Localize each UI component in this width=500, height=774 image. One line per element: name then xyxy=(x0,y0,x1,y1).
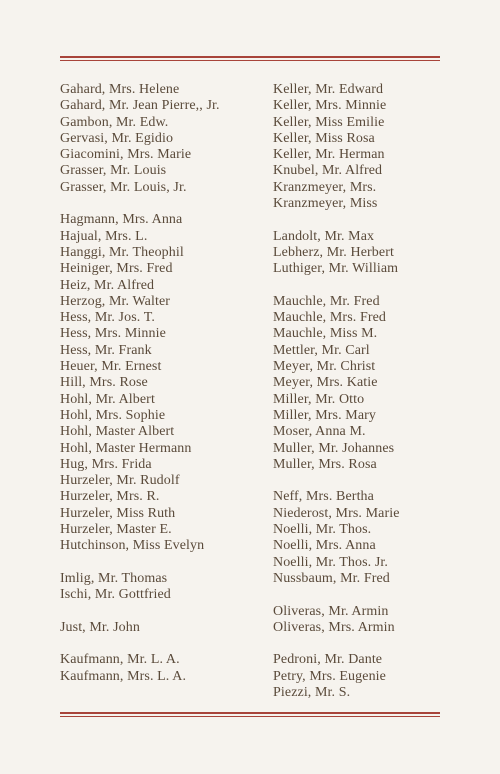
group-spacer xyxy=(273,587,400,603)
passenger-name: Gahard, Mrs. Helene xyxy=(60,82,180,97)
group-spacer xyxy=(273,278,400,294)
passenger-name: Nussbaum, Mr. Fred xyxy=(273,570,390,586)
passenger-name: Neff, Mrs. Bertha xyxy=(273,489,374,505)
passenger-name: Hanggi, Mr. Theophil xyxy=(60,244,184,260)
passenger-name: Moser, Anna M. xyxy=(273,424,366,440)
bottom-decorative-rule xyxy=(60,712,440,717)
passenger-name: Hutchinson, Miss Evelyn xyxy=(60,538,205,554)
passenger-name: Noelli, Mr. Thos. xyxy=(273,522,372,538)
passenger-name: Hajual, Mrs. L. xyxy=(60,228,148,244)
passenger-name: Giacomini, Mrs. Marie xyxy=(60,147,192,163)
passenger-name: Keller, Miss Rosa xyxy=(273,130,375,146)
passenger-name: Hohl, Mr. Albert xyxy=(60,391,155,407)
passenger-name: Just, Mr. John xyxy=(60,619,140,635)
passenger-name: Hurzeler, Mrs. R. xyxy=(60,489,160,505)
passenger-name: Keller, Miss Emilie xyxy=(273,114,385,130)
passenger-name: Kaufmann, Mr. L. A. xyxy=(60,652,180,668)
passenger-name: Grasser, Mr. Louis xyxy=(60,163,167,179)
passenger-name: Heuer, Mr. Ernest xyxy=(60,359,162,375)
passenger-name: Hess, Mr. Frank xyxy=(60,342,152,358)
passenger-name: Lebherz, Mr. Herbert xyxy=(273,244,394,260)
passenger-name: Noelli, Mrs. Anna xyxy=(273,538,376,554)
passenger-name: Kaufmann, Mrs. L. A. xyxy=(60,668,187,684)
passenger-name: Gervasi, Mr. Egidio xyxy=(60,130,174,146)
passenger-name: Hug, Mrs. Frida xyxy=(60,456,152,472)
passenger-name: Hess, Mr. Jos. T. xyxy=(60,310,155,326)
passenger-name: Pedroni, Mr. Dante xyxy=(273,652,383,668)
group-spacer xyxy=(273,473,400,489)
passenger-name: Hohl, Master Albert xyxy=(60,424,175,440)
passenger-name: Hill, Mrs. Rose xyxy=(60,375,148,391)
passenger-name: Mauchle, Mrs. Fred xyxy=(273,310,387,326)
passenger-name: Heiniger, Mrs. Fred xyxy=(60,261,173,277)
passenger-name: Gambon, Mr. Edw. xyxy=(60,114,169,130)
passenger-name: Herzog, Mr. Walter xyxy=(60,293,171,309)
passenger-name: Knubel, Mr. Alfred xyxy=(273,163,383,179)
passenger-name: Miller, Mr. Otto xyxy=(273,391,365,407)
passenger-name: Hurzeler, Master E. xyxy=(60,522,172,538)
passenger-name: Oliveras, Mrs. Armin xyxy=(273,619,395,635)
passenger-name: Mauchle, Miss M. xyxy=(273,326,378,342)
passenger-name: Grasser, Mr. Louis, Jr. xyxy=(60,179,187,195)
group-spacer xyxy=(60,636,220,652)
passenger-name: Noelli, Mr. Thos. Jr. xyxy=(273,554,389,570)
passenger-name: Keller, Mrs. Minnie xyxy=(273,98,387,114)
passenger-name: Meyer, Mr. Christ xyxy=(273,359,376,375)
passenger-name: Mettler, Mr. Carl xyxy=(273,342,370,358)
group-spacer xyxy=(60,555,220,571)
passenger-name: Imlig, Mr. Thomas xyxy=(60,570,168,586)
top-decorative-rule xyxy=(60,56,440,61)
passenger-name: Hohl, Master Hermann xyxy=(60,440,192,456)
passenger-name: Hess, Mrs. Minnie xyxy=(60,326,166,342)
passenger-name: Muller, Mrs. Rosa xyxy=(273,456,377,472)
passenger-name: Landolt, Mr. Max xyxy=(273,228,375,244)
passenger-name: Meyer, Mrs. Katie xyxy=(273,375,378,391)
passenger-name: Miller, Mrs. Mary xyxy=(273,407,377,423)
passenger-name: Hurzeler, Miss Ruth xyxy=(60,505,176,521)
passenger-name: Piezzi, Mr. S. xyxy=(273,684,351,700)
passenger-name: Keller, Mr. Edward xyxy=(273,82,384,97)
passenger-name: Hagmann, Mrs. Anna xyxy=(60,212,183,228)
passenger-list-right-column xyxy=(273,82,400,701)
passenger-name: Oliveras, Mr. Armin xyxy=(273,603,389,619)
group-spacer xyxy=(273,636,400,652)
passenger-name: Hurzeler, Mr. Rudolf xyxy=(60,473,180,489)
passenger-name: Mauchle, Mr. Fred xyxy=(273,293,380,309)
passenger-name: Gahard, Mr. Jean Pierre,, Jr. xyxy=(60,98,220,114)
passenger-name: Niederost, Mrs. Marie xyxy=(273,505,400,521)
passenger-name: Kranzmeyer, Mrs. xyxy=(273,179,377,195)
group-spacer xyxy=(60,196,220,212)
passenger-name: Heiz, Mr. Alfred xyxy=(60,277,155,293)
passenger-list-left-column xyxy=(60,82,220,685)
passenger-name: Petry, Mrs. Eugenie xyxy=(273,668,386,684)
passenger-name: Hohl, Mrs. Sophie xyxy=(60,407,166,423)
group-spacer xyxy=(60,604,220,620)
passenger-name: Ischi, Mr. Gottfried xyxy=(60,587,171,603)
passenger-name: Muller, Mr. Johannes xyxy=(273,440,395,456)
group-spacer xyxy=(273,212,400,228)
passenger-name: Luthiger, Mr. William xyxy=(273,261,399,277)
passenger-name: Keller, Mr. Herman xyxy=(273,147,385,163)
passenger-name: Kranzmeyer, Miss xyxy=(273,196,378,212)
